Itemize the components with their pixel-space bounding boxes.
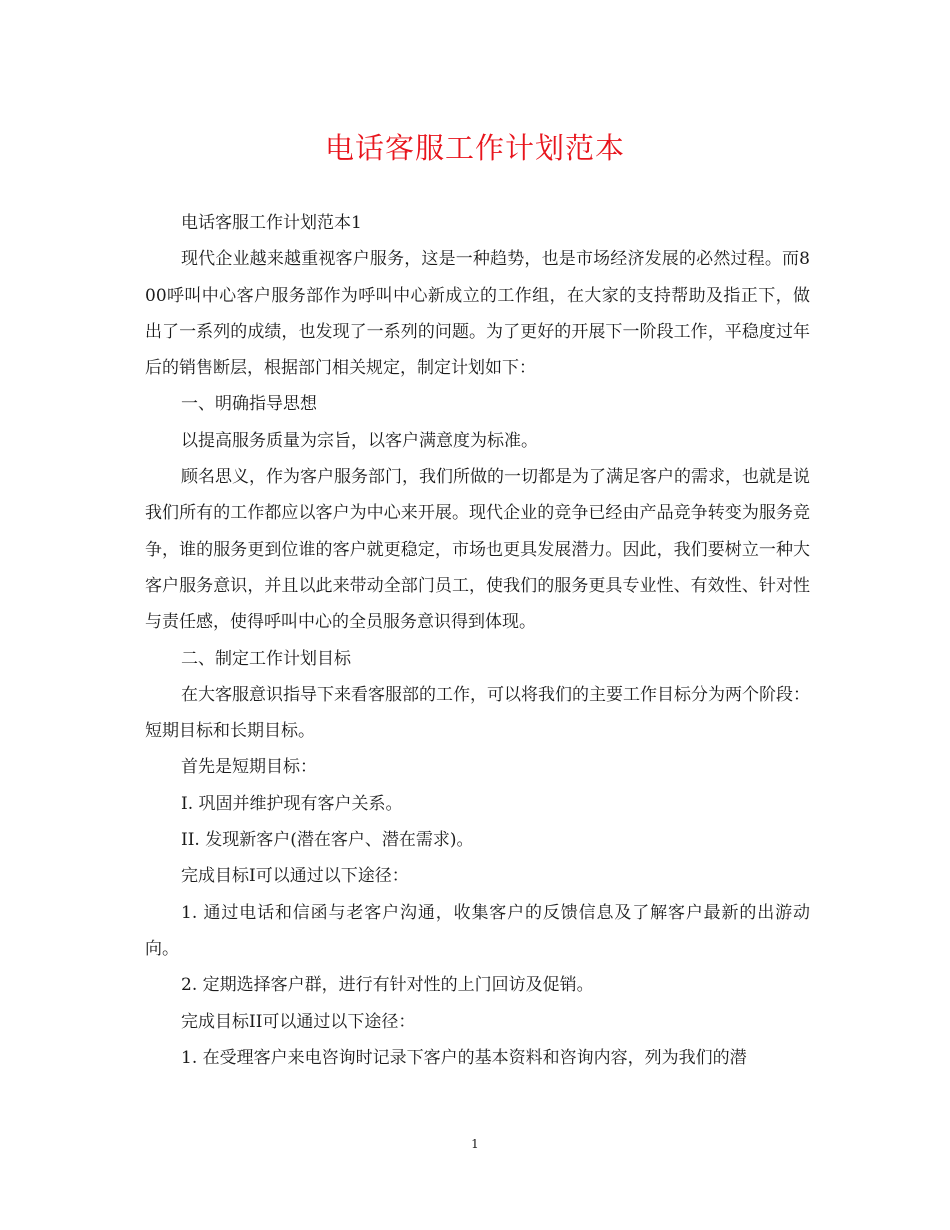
list-item-method-2: 2. 定期选择客户群，进行有针对性的上门回访及促销。	[181, 975, 594, 996]
list-item-goal-1: I. 巩固并维护现有客户关系。	[181, 793, 403, 814]
document-title: 电话客服工作计划范本	[324, 131, 625, 165]
list-item-method-1: 1. 通过电话和信函与老客户沟通，收集客户的反馈信息及了解客户最新的出游动向。	[145, 902, 810, 959]
paragraph-subtitle: 电话客服工作计划范本1	[181, 213, 362, 233]
paragraph-explanation: 顾名思义，作为客户服务部门，我们所做的一切都是为了满足客户的需求，也就是说我们所有的工作都应以客户为中心来开展。现代企业的竞争已经由产品竞争转变为服务竞争，谁的服务更到位谁的客户就更稳定，市场也更具发展潜力。因此，我们要树立一种大客户服务意识，并且以此来带动全部门员工，使我们的服务更具专业性、有效性、针对性与责任感，使得呼叫中心的全员服务意识得到体现。	[145, 467, 810, 633]
document-body	[145, 205, 810, 1076]
page-number: 1	[471, 1137, 479, 1151]
paragraph-goal-2-methods: 完成目标II可以通过以下途径：	[181, 1011, 416, 1032]
paragraph-short-term: 首先是短期目标：	[181, 757, 317, 778]
list-item-method-3: 1. 在受理客户来电咨询时记录下客户的基本资料和咨询内容，列为我们的潜	[181, 1047, 747, 1068]
paragraph-intro: 现代企业越来越重视客户服务，这是一种趋势，也是市场经济发展的必然过程。而800呼叫中心客户服务部作为呼叫中心新成立的工作组，在大家的支持帮助及指正下，做出了一系列的成绩，也发现了一系列的问题。为了更好的开展下一阶段工作，平稳度过年后的销售断层，根据部门相关规定，制定计划如下：	[145, 249, 810, 379]
section-heading-1: 一、明确指导思想	[181, 394, 317, 415]
list-item-goal-2: II. 发现新客户(潜在客户、潜在需求)。	[181, 830, 474, 851]
paragraph-principle: 以提高服务质量为宗旨，以客户满意度为标准。	[181, 430, 538, 451]
section-heading-2: 二、制定工作计划目标	[181, 648, 351, 669]
paragraph-goal-1-methods: 完成目标I可以通过以下途径：	[181, 866, 409, 887]
paragraph-goals: 在大客服意识指导下来看客服部的工作，可以将我们的主要工作目标分为两个阶段：短期目标和长期目标。	[145, 684, 810, 742]
